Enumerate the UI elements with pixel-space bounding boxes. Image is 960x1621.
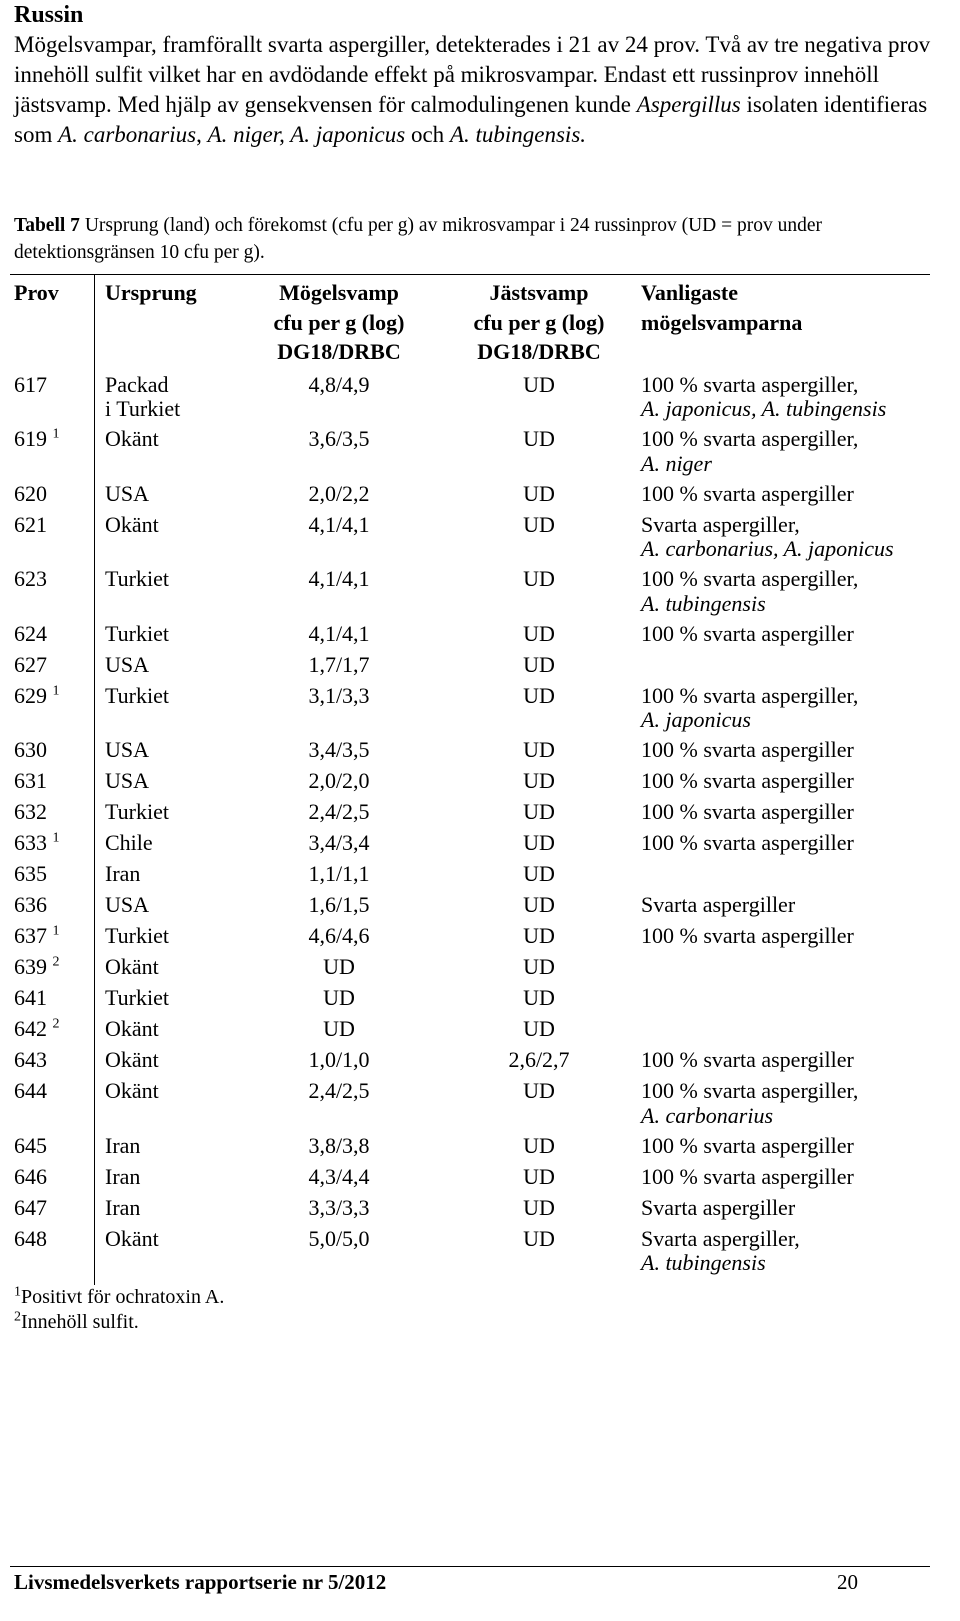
note-line: Svarta aspergiller [641,892,796,917]
note-line: A. japonicus, A. tubingensis [641,396,887,421]
cell-mogelsvamp: UD [323,1016,355,1041]
cell-mogelsvamp: 1,0/1,0 [308,1047,370,1072]
cell-jastsvamp: UD [523,1078,555,1103]
note-line: 100 % svarta aspergiller, [641,371,859,397]
origin-line: Chile [105,830,153,855]
footnote-mark: 2 [14,1309,21,1325]
origin-line: Iran [105,1163,141,1189]
cell-jastsvamp: UD [523,1016,555,1041]
note-line: 100 % svarta aspergiller [641,799,854,824]
cell-vanligaste [639,1196,935,1227]
cell-jastsvamp: UD [523,985,555,1010]
cell-jastsvamp: UD [523,511,555,537]
header-line: cfu per g (log) [473,309,605,335]
note-line: A. carbonarius [641,1102,773,1128]
cell-prov [10,427,94,482]
origin-line: Turkiet [105,923,169,948]
cell-prov [10,924,94,955]
table-row [10,482,935,513]
cell-mogelsvamp: 3,6/3,5 [308,426,370,451]
cell-prov [10,1048,94,1079]
cell-ursprung [94,986,239,1017]
cell-vanligaste [639,800,935,831]
cell-vanligaste [639,684,935,739]
cell-prov [10,893,94,924]
note-line: 100 % svarta aspergiller, [641,426,859,451]
table-row [10,862,935,893]
cell-ursprung [94,738,239,769]
prov-number: 629 [14,682,47,708]
cell-mogelsvamp: 4,1/4,1 [308,566,370,591]
note-line: A. tubingensis [641,1250,766,1275]
cell-vanligaste [639,1134,935,1165]
note-line: 100 % svarta aspergiller, [641,566,859,591]
intro-segment: A. niger, A. japonicus [207,122,406,147]
origin-line: USA [105,480,150,506]
origin-line: Turkiet [105,985,169,1010]
origin-line: Okänt [105,1225,159,1251]
cell-prov [10,986,94,1017]
cell-ursprung [94,1165,239,1196]
cell-jastsvamp: 2,6/2,7 [508,1047,570,1072]
table-row [10,924,935,955]
cell-ursprung [94,684,239,739]
header-vanligaste [639,278,935,373]
header-line: Mögelsvamp [279,280,399,305]
cell-jastsvamp: UD [523,480,555,506]
note-line: 100 % svarta aspergiller [641,737,854,762]
cell-vanligaste [639,567,935,622]
cell-prov [10,955,94,986]
header-line: Vanligaste [641,280,738,305]
table-row [10,986,935,1017]
cell-jastsvamp: UD [523,737,555,762]
note-line: A. niger [641,450,712,476]
cell-prov [10,513,94,568]
cell-ursprung [94,924,239,955]
note-line: 100 % svarta aspergiller, [641,1078,859,1103]
table-row [10,427,935,482]
cell-ursprung [94,955,239,986]
cell-prov [10,1165,94,1196]
cell-vanligaste [639,738,935,769]
cell-prov [10,738,94,769]
cell-ursprung [94,373,239,428]
table-row [10,893,935,924]
note-line: 100 % svarta aspergiller [641,768,854,793]
note-line: 100 % svarta aspergiller [641,830,854,855]
cell-prov [10,1134,94,1165]
cell-vanligaste [639,862,935,893]
cell-jastsvamp: UD [523,830,555,855]
cell-ursprung [94,1079,239,1134]
origin-line: Turkiet [105,682,169,708]
cell-ursprung [94,1017,239,1048]
footnote-marker: 2 [52,954,60,970]
footnote-marker: 1 [52,830,60,846]
origin-line: Iran [105,861,141,886]
intro-segment: isolaten identifieras som [14,92,928,147]
cell-jastsvamp: UD [523,892,555,917]
cell-ursprung [94,482,239,513]
cell-mogelsvamp: 4,1/4,1 [308,620,370,646]
cell-vanligaste [639,769,935,800]
intro-segment: Aspergillus [636,92,741,117]
footnote-marker: 1 [52,923,60,939]
note-line: A. japonicus [641,707,751,732]
cell-jastsvamp: UD [523,682,555,708]
note-line: A. carbonarius, A. japonicus [641,536,894,561]
table-row [10,684,935,739]
prov-number: 635 [14,861,47,886]
cell-prov [10,1079,94,1134]
footnote-text: Positivt för ochratoxin A. [21,1286,225,1308]
table-row [10,769,935,800]
prov-number: 624 [14,620,47,646]
cell-mogelsvamp: 2,4/2,5 [308,799,370,824]
origin-line: USA [105,651,150,677]
origin-line: Okänt [105,426,159,451]
cell-prov [10,653,94,684]
header-mogelsvamp [239,278,439,373]
cell-prov [10,1227,94,1282]
prov-number: 620 [14,480,47,506]
table-row [10,831,935,862]
table-caption-text: Ursprung (land) och förekomst (cfu per g) av mikrosvampar i 24 russinprov (UD = prov under detektionsgränsen 10 cfu per g). [14,215,823,263]
origin-line: USA [105,892,150,917]
cell-jastsvamp: UD [523,620,555,646]
prov-number: 633 [14,830,47,855]
header-prov [10,278,94,373]
header-line: DG18/DRBC [477,339,601,364]
cell-vanligaste [639,482,935,513]
cell-prov [10,684,94,739]
prov-number: 644 [14,1078,47,1103]
origin-line: Iran [105,1194,141,1220]
cell-mogelsvamp: 4,6/4,6 [308,923,370,948]
table-header-row [10,278,935,373]
note-line: 100 % svarta aspergiller, [641,682,859,708]
cell-vanligaste [639,653,935,684]
header-line: cfu per g (log) [273,309,405,335]
prov-number: 619 [14,426,47,451]
cell-ursprung [94,1196,239,1227]
cell-ursprung [94,862,239,893]
cell-ursprung [94,1227,239,1282]
table-row [10,1017,935,1048]
cell-mogelsvamp: 3,8/3,8 [308,1132,370,1158]
note-line: 100 % svarta aspergiller [641,480,854,506]
footnote-text: Innehöll sulfit. [21,1311,139,1333]
header-jastsvamp [439,278,639,373]
cell-prov [10,800,94,831]
table-row [10,1227,935,1282]
cell-jastsvamp: UD [523,799,555,824]
footnote-marker: 2 [52,1016,60,1032]
cell-ursprung [94,800,239,831]
prov-number: 639 [14,954,47,979]
intro-segment: och [405,122,450,147]
cell-mogelsvamp: 1,7/1,7 [308,651,370,677]
header-line: Prov [14,280,59,305]
footnote [14,1310,224,1335]
intro-segment: A. carbonarius [58,122,197,147]
section-heading: Russin [14,2,84,28]
cell-mogelsvamp: 4,1/4,1 [308,511,370,537]
cell-ursprung [94,653,239,684]
intro-paragraph [14,30,944,150]
cell-mogelsvamp: UD [323,954,355,979]
intro-segment: Mögelsvampar, framförallt svarta aspergiller, detekterades i 21 av 24 prov. Två av tre negativa prov innehöll sulfit vilket har en avdödande effekt på mikrosvampar. Endast ett russinprov innehöll jästsvamp. Med hjälp av gensekvensen för calmodulingenen kunde [14,32,931,117]
note-line: 100 % svarta aspergiller [641,1047,854,1072]
note-line: A. tubingensis [641,590,766,616]
cell-jastsvamp: UD [523,954,555,979]
cell-mogelsvamp: 1,1/1,1 [308,861,370,886]
cell-jastsvamp: UD [523,1194,555,1220]
origin-line: Turkiet [105,566,169,591]
cell-prov [10,831,94,862]
cell-ursprung [94,567,239,622]
cell-ursprung [94,1048,239,1079]
table-row [10,653,935,684]
footnote-marker: 1 [52,426,60,442]
footer-series: Livsmedelsverkets rapportserie nr 5/2012 [14,1570,387,1594]
table-row [10,1079,935,1134]
note-line: 100 % svarta aspergiller [641,923,854,948]
prov-number: 637 [14,923,47,948]
footer-rule [10,1566,930,1567]
header-line: Ursprung [105,280,197,305]
table-caption [14,212,934,266]
cell-jastsvamp: UD [523,861,555,886]
cell-vanligaste [639,1017,935,1048]
origin-line: Okänt [105,1016,159,1041]
prov-number: 646 [14,1163,47,1189]
cell-ursprung [94,427,239,482]
cell-mogelsvamp: 3,1/3,3 [308,682,370,708]
cell-jastsvamp: UD [523,651,555,677]
header-line: DG18/DRBC [277,339,401,364]
cell-ursprung [94,893,239,924]
table-top-rule [10,274,930,275]
table-row [10,800,935,831]
cell-ursprung [94,622,239,653]
origin-line: Turkiet [105,620,169,646]
cell-ursprung [94,769,239,800]
cell-vanligaste [639,924,935,955]
cell-vanligaste [639,1079,935,1134]
prov-number: 627 [14,651,47,677]
origin-line: Turkiet [105,799,169,824]
cell-mogelsvamp: 4,3/4,4 [308,1163,370,1189]
cell-mogelsvamp: 4,8/4,9 [308,371,370,397]
table-row [10,1196,935,1227]
origin-line: USA [105,768,150,793]
cell-vanligaste [639,513,935,568]
prov-number: 630 [14,737,47,762]
header-line: mögelsvamparna [641,309,803,335]
cell-prov [10,373,94,428]
prov-number: 631 [14,768,47,793]
cell-prov [10,862,94,893]
cell-mogelsvamp: 3,3/3,3 [308,1194,370,1220]
footnotes [14,1285,224,1335]
footnote-marker: 1 [52,683,60,699]
page-number: 20 [837,1570,858,1594]
cell-prov [10,769,94,800]
prov-number: 641 [14,985,47,1010]
cell-prov [10,1196,94,1227]
cell-prov [10,482,94,513]
cell-ursprung [94,1134,239,1165]
cell-vanligaste [639,893,935,924]
cell-mogelsvamp: 2,4/2,5 [308,1078,370,1103]
cell-ursprung [94,513,239,568]
cell-mogelsvamp: 1,6/1,5 [308,892,370,917]
cell-vanligaste [639,427,935,482]
intro-segment: A. tubingensis. [449,122,587,147]
table-caption-label: Tabell 7 [14,215,80,236]
origin-line: Okänt [105,1047,159,1072]
origin-line: USA [105,737,150,762]
cell-vanligaste [639,1048,935,1079]
origin-line: Okänt [105,954,159,979]
cell-jastsvamp: UD [523,923,555,948]
cell-vanligaste [639,622,935,653]
header-line: Jästsvamp [489,280,589,305]
footnote [14,1285,224,1310]
prov-number: 636 [14,892,47,917]
origin-line: Packad [105,371,169,397]
cell-jastsvamp: UD [523,1225,555,1251]
cell-ursprung [94,831,239,862]
cell-mogelsvamp: 3,4/3,4 [308,830,370,855]
note-line: 100 % svarta aspergiller [641,1163,854,1189]
footnote-mark: 1 [14,1284,21,1300]
cell-mogelsvamp: 2,0/2,0 [308,768,370,793]
cell-jastsvamp: UD [523,566,555,591]
table-row [10,567,935,622]
cell-vanligaste [639,955,935,986]
header-ursprung [94,278,239,373]
table-row [10,622,935,653]
table-row [10,955,935,986]
cell-mogelsvamp: 3,4/3,5 [308,737,370,762]
cell-vanligaste [639,1227,935,1282]
prov-number: 643 [14,1047,47,1072]
cell-jastsvamp: UD [523,371,555,397]
prov-number: 647 [14,1194,47,1220]
note-line: Svarta aspergiller, [641,1225,800,1251]
prov-number: 621 [14,511,47,537]
note-line: 100 % svarta aspergiller [641,620,854,646]
cell-prov [10,622,94,653]
prov-number: 632 [14,799,47,824]
table-row [10,1165,935,1196]
cell-jastsvamp: UD [523,1163,555,1189]
cell-mogelsvamp: 5,0/5,0 [308,1225,370,1251]
results-table [10,278,935,1281]
prov-number: 648 [14,1225,47,1251]
intro-segment: , [196,122,208,147]
cell-prov [10,567,94,622]
note-line: Svarta aspergiller, [641,511,800,537]
cell-jastsvamp: UD [523,426,555,451]
origin-line: Okänt [105,511,159,537]
cell-vanligaste [639,831,935,862]
cell-vanligaste [639,373,935,428]
cell-vanligaste [639,1165,935,1196]
table-body [10,373,935,1282]
note-line: Svarta aspergiller [641,1194,796,1220]
table-row [10,373,935,428]
origin-line: Iran [105,1132,141,1158]
cell-vanligaste [639,986,935,1017]
origin-line: i Turkiet [105,396,181,421]
prov-number: 642 [14,1016,47,1041]
cell-prov [10,1017,94,1048]
cell-mogelsvamp: UD [323,985,355,1010]
origin-line: Okänt [105,1078,159,1103]
table-row [10,1134,935,1165]
note-line: 100 % svarta aspergiller [641,1132,854,1158]
prov-number: 623 [14,566,47,591]
table-row [10,738,935,769]
cell-mogelsvamp: 2,0/2,2 [308,480,370,506]
prov-number: 617 [14,371,47,397]
cell-jastsvamp: UD [523,768,555,793]
prov-number: 645 [14,1132,47,1158]
cell-jastsvamp: UD [523,1132,555,1158]
table-row [10,1048,935,1079]
table-row [10,513,935,568]
